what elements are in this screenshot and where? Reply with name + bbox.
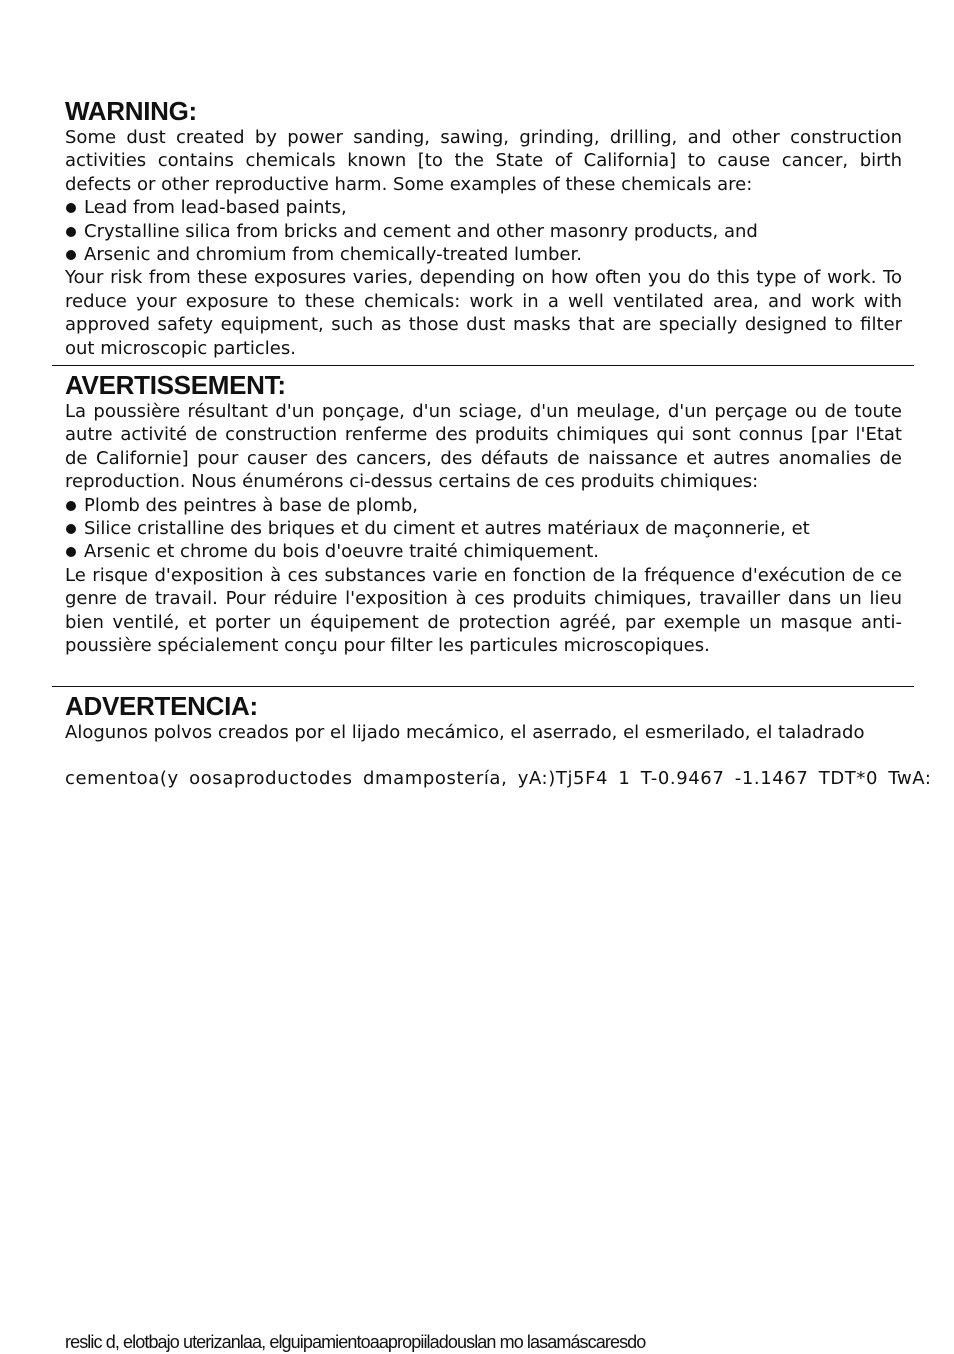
section-divider	[52, 686, 914, 687]
section-divider	[52, 365, 914, 366]
warning-bullet-list	[65, 196, 902, 266]
advertencia-line1: Alogunos polvos creados por el lijado mecámico, el aserrado, el esmerilado, el taladrado	[65, 722, 865, 743]
warning-bullet-item: Arsenic and chromium from chemically-treated lumber.	[65, 243, 902, 266]
advertencia-section	[65, 691, 902, 744]
bullet-icon	[66, 203, 76, 213]
warning-intro: Some dust created by power sanding, sawing, grinding, drilling, and other construction activities contains chemicals known [to the State of California] to cause cancer, birth defects or other reproductive harm. Some examples of these chemicals are:	[65, 127, 902, 195]
avertissement-bullet-item: Silice cristalline des briques et du ciment et autres matériaux de maçonnerie, et	[65, 517, 902, 540]
warning-bullet-item: Crystalline silica from bricks and cement and other masonry products, and	[65, 220, 902, 243]
bullet-icon	[66, 250, 76, 260]
bullet-icon	[66, 501, 76, 511]
advertencia-footer-line: reslic d, elotbajo uterizanlaa, elguipamientoaapropiiladouslan mo lasamáscaresdo	[65, 1332, 646, 1352]
avertissement-intro: La poussière résultant d'un ponçage, d'un sciage, d'un meulage, d'un perçage ou de toute autre activité de construction renferme des produits chimiques qui sont connus [par l'Etat de Californie] pour causer des cancers, des défauts de naissance et autres anomalies de reproduction. Nous énumérons ci-dessus certains de ces produits chimiques:	[65, 401, 902, 493]
warning-bullet-item: Lead from lead-based paints,	[65, 196, 902, 219]
warning-heading: WARNING:	[65, 96, 197, 126]
avertissement-outro: Le risque d'exposition à ces substances varie en fonction de la fréquence d'exécution de ce genre de travail. Pour réduire l'exposition à ces produits chimiques, travailler dans un lieu bien ventilé, et porter un équipement de protection agréé, par exemple un masque anti-poussière spécialement conçu pour filter les particules microscopiques.	[65, 564, 902, 657]
avertissement-heading: AVERTISSEMENT:	[65, 370, 286, 400]
avertissement-bullet-item: Arsenic et chrome du bois d'oeuvre traité chimiquement.	[65, 540, 902, 563]
avertissement-bullet-item: Plomb des peintres à base de plomb,	[65, 494, 902, 517]
warning-section	[65, 96, 902, 360]
bullet-icon	[66, 227, 76, 237]
advertencia-heading: ADVERTENCIA:	[65, 691, 258, 721]
advertencia-garbled-line: cementoa(y oosaproductodes dmampostería, yA:)Tj5F4 1 T-0.9467 -1.1467 TDT*0 TwA:	[65, 768, 932, 789]
bullet-icon	[66, 547, 76, 557]
bullet-icon	[66, 524, 76, 534]
warning-outro: Your risk from these exposures varies, depending on how often you do this type of work. To reduce your exposure to these chemicals: work in a well ventilated area, and work with approved safety equipment, such as those dust masks that are specially designed to filter out microscopic particles.	[65, 267, 902, 359]
avertissement-section	[65, 370, 902, 657]
avertissement-bullet-list	[65, 494, 902, 564]
